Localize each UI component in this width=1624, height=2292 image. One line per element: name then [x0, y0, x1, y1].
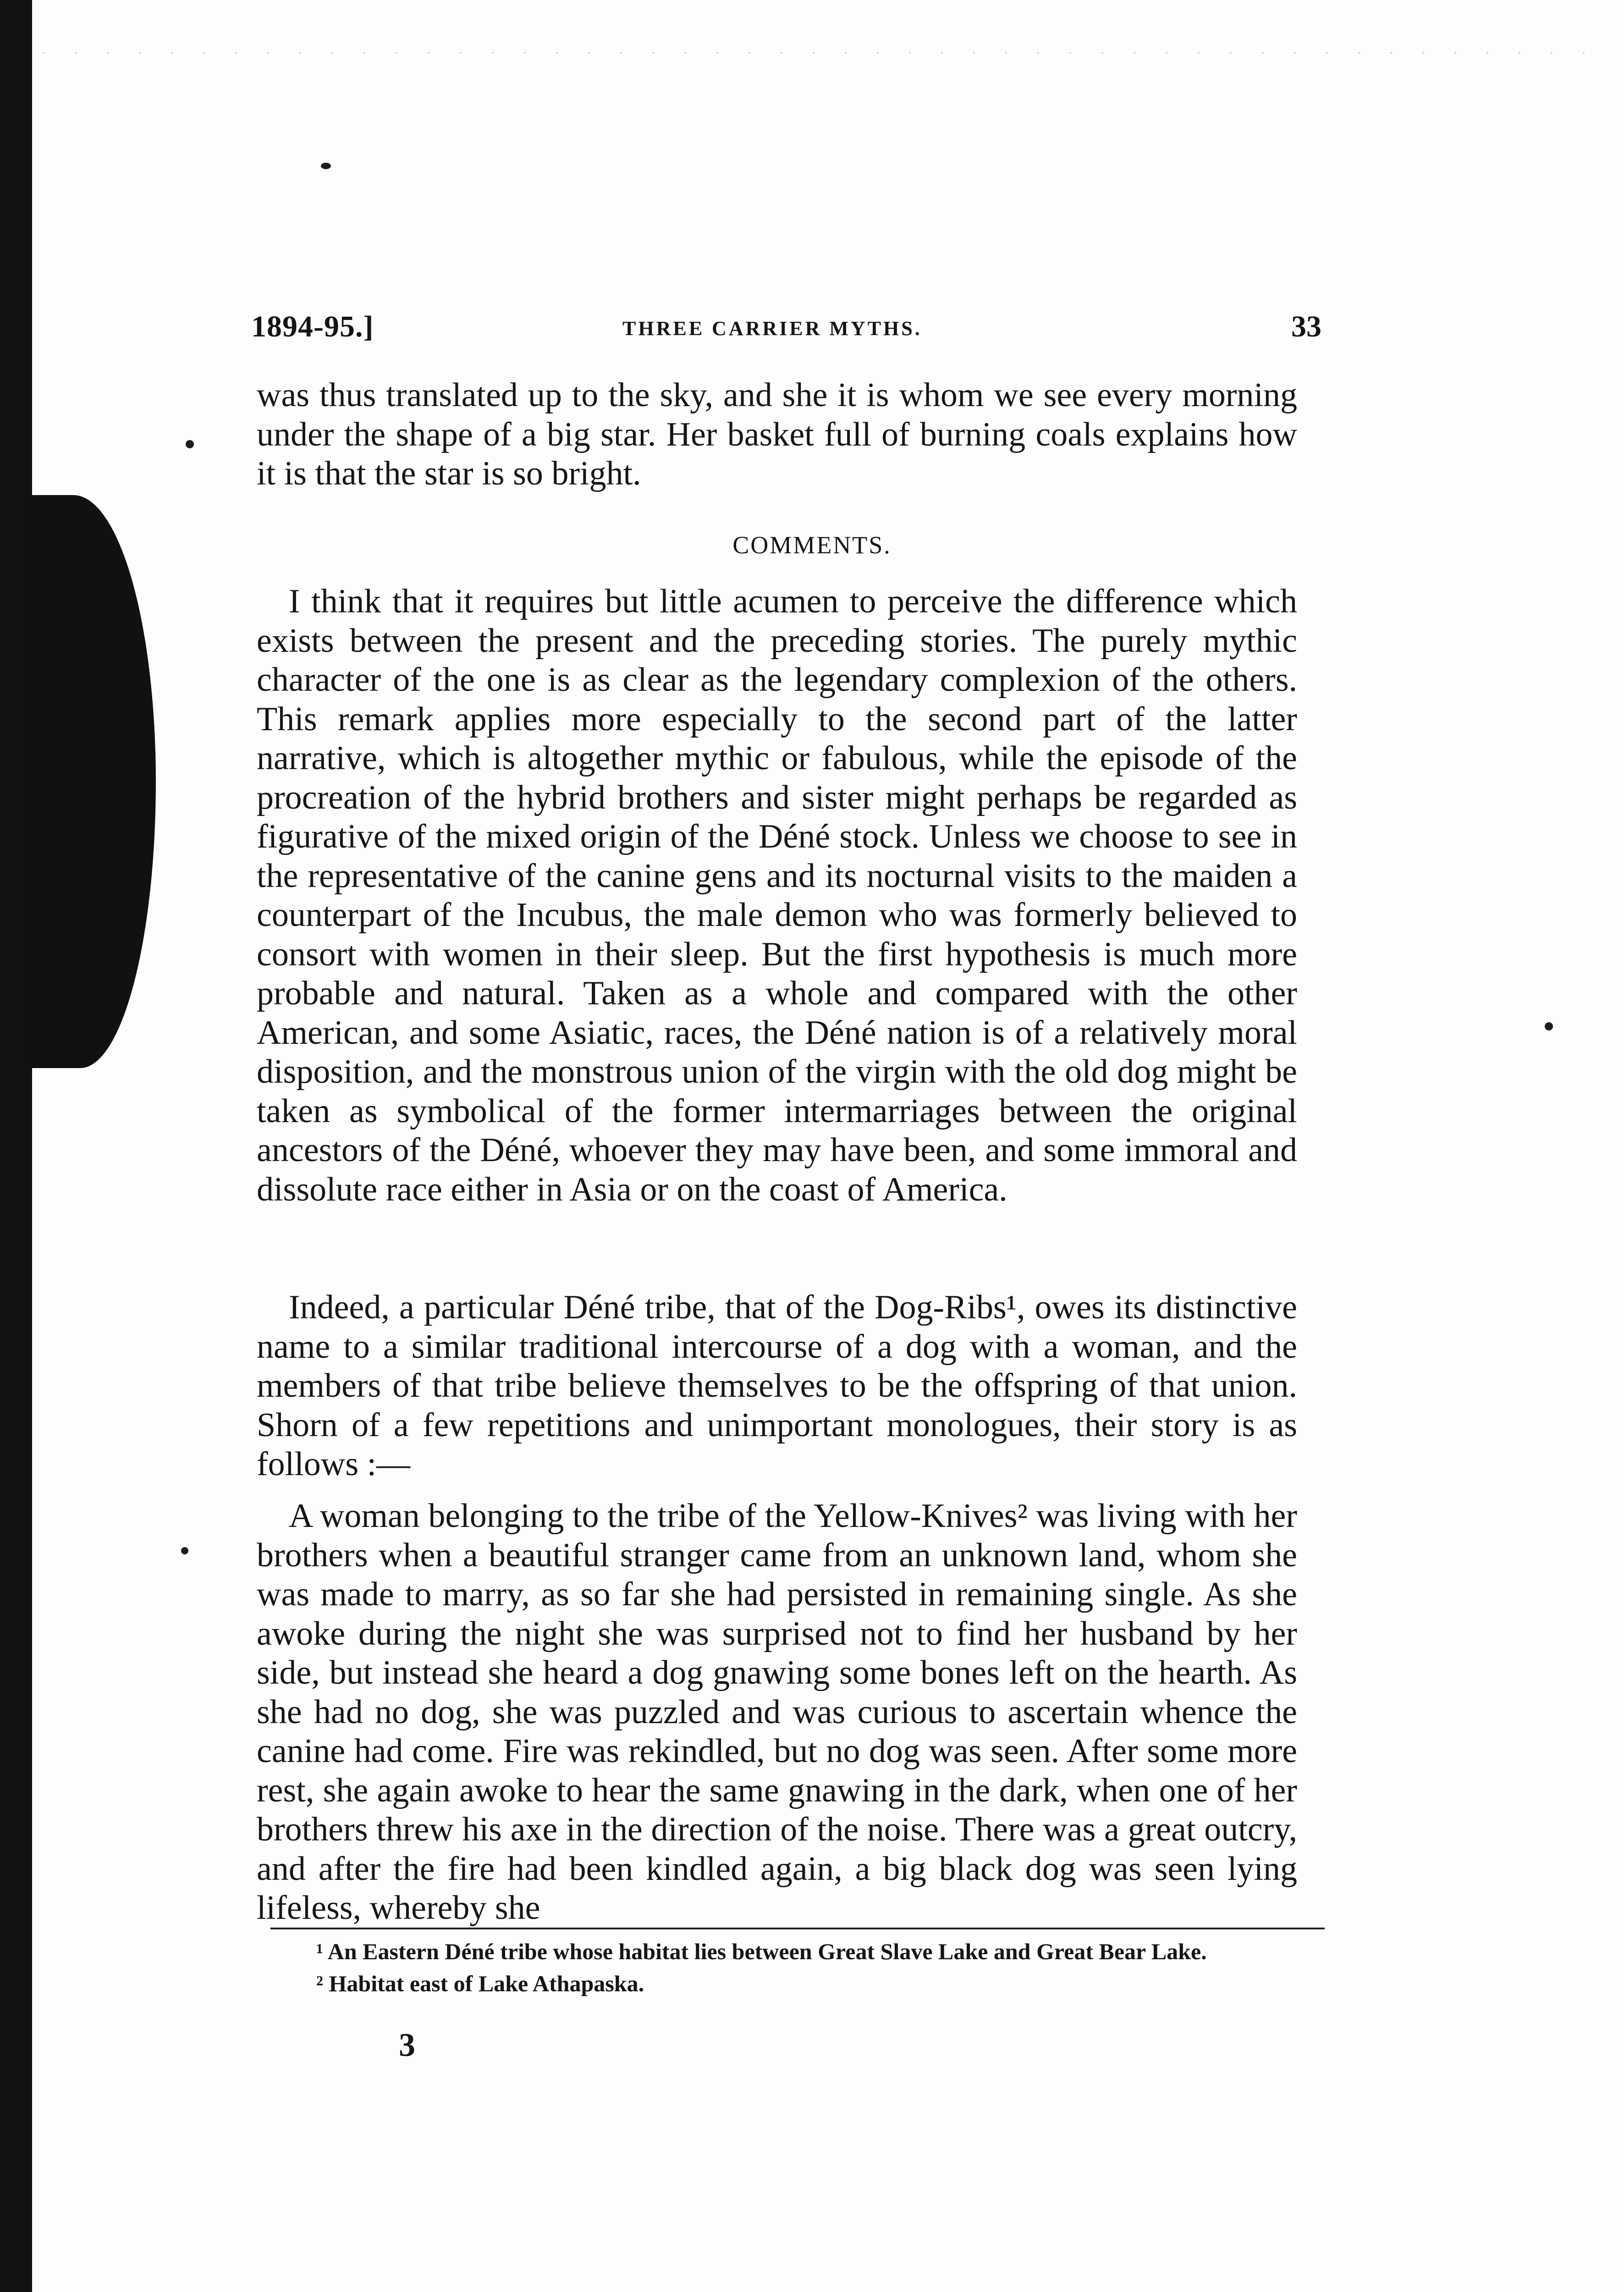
scan-top-speckles — [28, 46, 1586, 60]
footnote: ¹ An Eastern Déné tribe whose habitat lies between Great Slave Lake and Great Bear Lake. — [316, 1939, 1207, 1964]
opening-text — [257, 376, 1297, 494]
paragraph: I think that it requires but little acumen to perceive the difference which exists between the present and the preceding stories. The purely mythic character of the one is as clear as the legendary complexion of the others. This remark applies more especially to the second part of the latter narrative, which is altogether mythic or fabulous, while the episode of the procreation of the hybrid brothers and sister might perhaps be regarded as figurative of the mixed origin of the Déné stock. Unless we choose to see in the representative of the canine gens and its nocturnal visits to the maiden a counterpart of the Incubus, the male demon who was formerly believed to consort with women in their sleep. But the first hypothesis is much more probable and natural. Taken as a whole and compared with the other American, and some Asiatic, races, the Déné nation is of a relatively moral disposition, and the monstrous union of the virgin with the old dog might be taken as symbolical of the former intermarriages between the original ancestors of the Déné, whoever they may have been, and some immoral and dissolute race either in Asia or on the coast of America. — [257, 583, 1297, 1208]
running-head — [251, 309, 1321, 355]
opening-paragraph: was thus translated up to the sky, and she it is whom we see every morning under the shape of a big star. Her basket full of burning coals explains how it is that the star is so bright. — [257, 376, 1297, 492]
comments-paragraph-3 — [257, 1497, 1297, 1928]
running-head-title: THREE CARRIER MYTHS. — [622, 317, 922, 340]
running-head-year: 1894-95.] — [251, 310, 374, 343]
comments-paragraph-1 — [257, 582, 1297, 1209]
scan-speck — [1545, 1022, 1553, 1030]
scan-speck — [321, 163, 331, 169]
paragraph: A woman belonging to the tribe of the Yellow-Knives² was living with her brothers when a beautiful stranger came from an unknown land, whom she was made to marry, as so far she had persisted in remaining single. As she awoke during the night she was surprised not to find her husband by her side, but instead she heard a dog gnawing some bones left on the hearth. As she had no dog, she was puzzled and was curious to ascertain whence the canine had come. Fire was rekindled, but no dog was seen. After some more rest, she again awoke to hear the same gnawing in the dark, when one of her brothers threw his axe in the direction of the noise. There was a great outcry, and after the fire had been kindled again, a big black dog was seen lying lifeless, whereby she — [257, 1497, 1297, 1927]
page-number: 33 — [1291, 310, 1321, 343]
section-heading: COMMENTS. — [732, 531, 892, 559]
scan-speck — [186, 440, 194, 448]
signature-mark: 3 — [399, 2027, 415, 2063]
comments-paragraph-2 — [257, 1288, 1297, 1484]
scan-ink-blot — [18, 495, 156, 1068]
scan-binding-edge — [0, 0, 32, 2292]
paragraph: Indeed, a particular Déné tribe, that of the Dog-Ribs¹, owes its distinctive name to a similar traditional intercourse of a dog with a woman, and the members of that tribe believe themselves to be the offspring of that union. Shorn of a few repetitions and unimportant monologues, their story is as follows :— — [257, 1289, 1297, 1483]
scan-speck — [181, 1547, 188, 1554]
footnote-rule — [270, 1928, 1325, 1929]
footnotes — [316, 1935, 1334, 2000]
footnote: ² Habitat east of Lake Athapaska. — [316, 1971, 644, 1996]
